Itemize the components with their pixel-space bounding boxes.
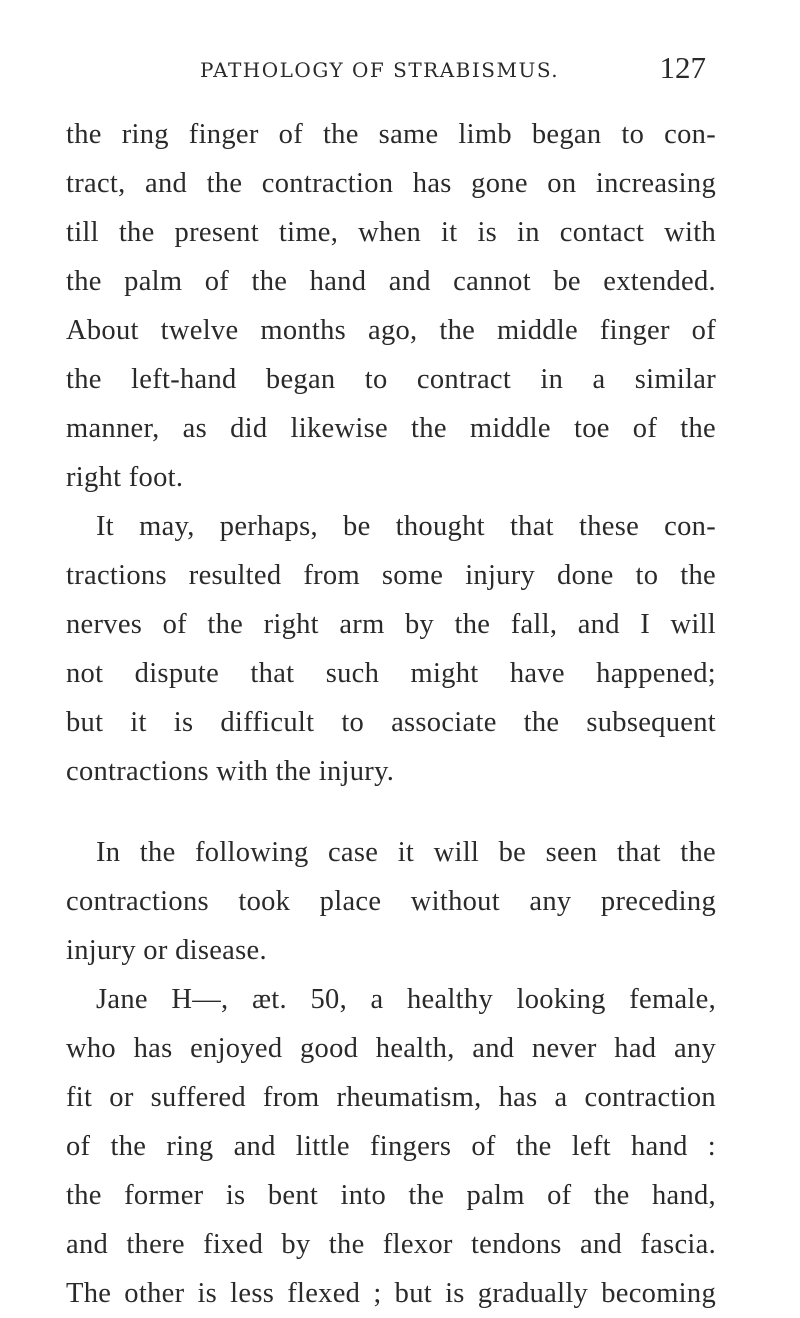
page-number: 127 [659, 50, 706, 85]
text-line: who has enjoyed good health, and never had any [66, 1033, 716, 1064]
text-line: Jane H—, æt. 50, a healthy looking female, [96, 984, 716, 1015]
text-line: tractions resulted from some injury done to the [66, 560, 716, 591]
paragraph-gap [66, 796, 716, 828]
text-line: the palm of the hand and cannot be extended. [66, 266, 716, 297]
text-line: and there fixed by the flexor tendons and fascia. [66, 1229, 716, 1260]
text-line: the former is bent into the palm of the hand, [66, 1180, 716, 1211]
text-line: the ring finger of the same limb began to con- [66, 119, 716, 150]
text-line: but it is difficult to associate the subsequent [66, 707, 716, 738]
running-title: PATHOLOGY OF STRABISMUS. [200, 58, 560, 82]
text-line: the left-hand began to contract in a similar [66, 364, 716, 395]
running-head [200, 50, 706, 90]
text-line: till the present time, when it is in contact with [66, 217, 716, 248]
text-line: contractions took place without any preceding [66, 886, 716, 917]
text-line: contractions with the injury. [66, 756, 395, 787]
text-line: The other is less flexed ; but is gradually becoming [66, 1278, 716, 1309]
text-line: nerves of the right arm by the fall, and I will [66, 609, 716, 640]
text-line: tract, and the contraction has gone on increasing [66, 168, 716, 199]
text-line: manner, as did likewise the middle toe of the [66, 413, 716, 444]
text-line: injury or disease. [66, 935, 267, 966]
text-line: not dispute that such might have happened; [66, 658, 716, 689]
text-line: In the following case it will be seen that the [96, 837, 716, 868]
body-text [66, 110, 716, 1318]
text-line: of the ring and little fingers of the left hand : [66, 1131, 716, 1162]
text-line: About twelve months ago, the middle finger of [66, 315, 716, 346]
text-line: right foot. [66, 462, 184, 493]
text-line: fit or suffered from rheumatism, has a contraction [66, 1082, 716, 1113]
text-line: It may, perhaps, be thought that these con- [96, 511, 716, 542]
